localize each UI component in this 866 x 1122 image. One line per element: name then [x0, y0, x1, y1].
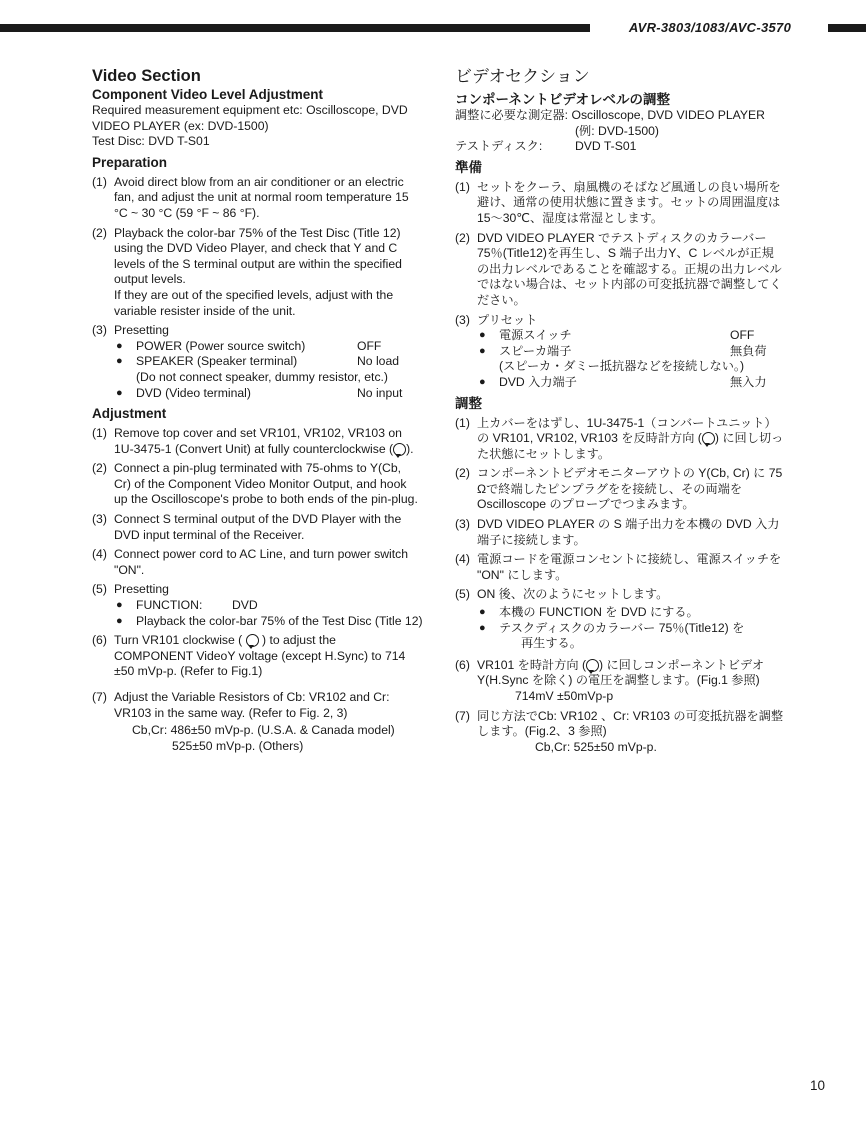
item-number: (3) [455, 517, 470, 532]
item-text: If they are out of the specified levels, adjust with the [114, 287, 394, 302]
bullet-icon: ● [116, 599, 123, 612]
voltage-spec: Cb,Cr: 525±50 mVp-p. [535, 739, 657, 754]
preset-label: 電源スイッチ [499, 328, 572, 343]
item-text: Connect power cord to AC Line, and turn power switch [114, 547, 409, 562]
header-bar-left [0, 24, 590, 32]
item-number: (7) [455, 708, 470, 723]
bullet-icon: ● [479, 621, 486, 634]
preset-label: 本機の FUNCTION を DVD にする。 [499, 605, 699, 620]
item-text: ださい。 [477, 292, 526, 307]
clockwise-icon [586, 659, 599, 672]
prep-item-1 [92, 175, 437, 222]
preset-playback [114, 614, 437, 630]
preset-label: DVD (Video terminal) [136, 385, 251, 400]
preset-label: DVD 入力端子 [499, 374, 577, 389]
item-text: Ωで終端したピンプラグをを接続し、その両端を [477, 481, 743, 496]
preset-value: OFF [730, 328, 755, 343]
voltage-spec: 714mV ±50mVp-p [515, 689, 614, 703]
item-text: プリセット [477, 312, 538, 327]
bullet-icon: ● [116, 614, 123, 627]
preset-speaker [477, 344, 800, 360]
item-text: Presetting [114, 323, 169, 338]
item-number: (2) [455, 230, 470, 245]
item-text: Playback the color-bar 75% of the Test Disc (Title 12) [114, 225, 401, 240]
preset-value: No load [357, 354, 400, 369]
voltage-spec: Cb,Cr: 486±50 mVp-p. (U.S.A. & Canada model) [132, 723, 395, 738]
preset-note: (スピーカ・ダミー抵抗器などを接続しない。) [499, 359, 745, 374]
item-number: (1) [92, 174, 107, 189]
item-number: (3) [455, 312, 470, 327]
preset-function [114, 598, 437, 614]
bullet-icon: ● [479, 329, 486, 342]
prep-item-2 [455, 231, 800, 309]
counterclockwise-icon [702, 432, 715, 445]
item-number: (7) [92, 690, 107, 704]
section-subtitle: Component Video Level Adjustment [92, 87, 324, 102]
preparation-heading: 準備 [455, 159, 482, 175]
item-text: ±50 mVp-p. (Refer to Fig.1) [114, 664, 263, 679]
item-text: Y(H.Sync を除く) の電圧を調整します。(Fig.1 参照) [477, 673, 760, 688]
adj-item-6 [455, 658, 800, 705]
item-number: (1) [455, 415, 470, 430]
item-text: の出力レベルであることを確認する。正規の出力レベル [477, 261, 782, 276]
item-text: Cr) of the Component Video Monitor Output, and hook [114, 476, 407, 491]
test-disc: Test Disc: DVD T-S01 [92, 134, 210, 149]
clockwise-icon [246, 634, 259, 647]
section-title: ビデオセクション [455, 67, 590, 86]
item-text: 75％(Title12)を再生し、S 端子出力Y、C レベルが正規 [477, 246, 774, 261]
adj-item-2 [455, 466, 800, 513]
item-text: た状態にセットします。 [477, 446, 611, 461]
item-text: VR103 in the same way. (Refer to Fig. 2, 3) [114, 705, 348, 720]
required-equipment-line-2: VIDEO PLAYER (ex: DVD-1500) [92, 118, 269, 133]
item-text: します。(Fig.2、3 参照) [477, 724, 607, 739]
item-text: ). [406, 441, 414, 456]
header-bar-right [828, 24, 866, 32]
item-text: ) に回し切っ [714, 431, 784, 446]
item-text: output levels. [114, 272, 186, 287]
bullet-icon: ● [116, 339, 123, 352]
section-title: Video Section [92, 67, 201, 85]
item-text: 15～30℃、湿度は常湿とします。 [477, 210, 664, 225]
item-text: 避け、通常の使用状態に置きます。セットの周囲温度は [477, 195, 781, 210]
item-number: (5) [455, 587, 470, 602]
preset-label: スピーカ端子 [499, 343, 572, 358]
bullet-icon: ● [479, 606, 486, 619]
item-number: (2) [455, 466, 470, 481]
preset-value: DVD [232, 598, 258, 613]
voltage-spec: 525±50 mVp-p. (Others) [172, 738, 304, 753]
bullet-icon: ● [479, 344, 486, 357]
item-text: °C ~ 30 °C (59 °F ~ 86 °F). [114, 205, 260, 220]
adj-item-3 [92, 512, 437, 543]
adj-item-5 [92, 582, 437, 598]
adjustment-heading: 調整 [455, 395, 482, 411]
preset-dvd [477, 375, 800, 391]
item-text: DVD VIDEO PLAYER の S 端子出力を本機の DVD 入力 [477, 517, 780, 532]
item-text: DVD VIDEO PLAYER でテストディスクのカラーバー [477, 230, 767, 245]
item-text: Turn VR101 clockwise ( [114, 633, 243, 648]
item-text: "ON". [114, 562, 145, 577]
item-number: (3) [92, 323, 107, 338]
bullet-icon: ● [479, 375, 486, 388]
preset-dvd [114, 386, 437, 402]
adj-item-4 [92, 547, 437, 578]
model-header: AVR-3803/1083/AVC-3570 [628, 20, 792, 35]
item-number: (5) [92, 582, 107, 597]
test-disc [455, 139, 800, 155]
required-equipment-line-1: 調整に必要な測定器: Oscilloscope, DVD VIDEO PLAYER [455, 108, 765, 122]
item-text: VR101 を時計方向 ( [477, 657, 587, 672]
prep-item-3 [92, 323, 437, 339]
item-number: (6) [455, 657, 470, 672]
item-text: ) に回しコンポーネントビデオ [599, 657, 765, 672]
japanese-column [455, 66, 800, 759]
item-text: Remove top cover and set VR101, VR102, VR103 on [114, 426, 402, 441]
item-number: (3) [92, 512, 107, 527]
preset-speaker [114, 354, 437, 370]
adj-item-7 [455, 709, 800, 756]
item-text: Connect S terminal output of the DVD Player with the [114, 512, 402, 527]
item-text: 上カバーをはずし、1U-3475-1（コンバートユニット） [477, 415, 777, 430]
adj-item-7 [92, 690, 437, 754]
test-disc-label: テストディスク: [455, 139, 543, 154]
item-text: セットをクーラ、扇風機のそばなど風通しの良い場所を [477, 179, 781, 194]
preset-label: 再生する。 [521, 636, 582, 651]
adj-item-5 [455, 587, 800, 603]
item-text: コンポーネントビデオモニターアウトの Y(Cb, Cr) に 75 [477, 466, 783, 481]
bullet-icon: ● [116, 355, 123, 368]
preset-playback [477, 621, 800, 652]
item-text: 同じ方法でCb: VR102 、Cr: VR103 の可変抵抗器を調整 [477, 708, 784, 723]
preset-note: (Do not connect speaker, dummy resistor, etc.) [136, 369, 388, 384]
item-number: (1) [455, 179, 470, 194]
item-text: Oscilloscope のプローブでつまみます。 [477, 497, 695, 512]
item-text: variable resister inside of the unit. [114, 303, 296, 318]
required-equipment-line-1: Required measurement equipment etc: Oscilloscope, DVD [92, 103, 408, 117]
bullet-icon: ● [116, 386, 123, 399]
adj-item-4 [455, 552, 800, 583]
item-text: Connect a pin-plug terminated with 75-ohms to Y(Cb, [114, 461, 402, 476]
item-number: (4) [92, 547, 107, 562]
item-text: の VR101, VR102, VR103 を反時計方向 ( [477, 431, 702, 446]
item-text: Avoid direct blow from an air conditioner or an electric [114, 174, 404, 189]
item-text: 1U-3475-1 (Convert Unit) at fully counterclockwise ( [114, 441, 394, 456]
adj-item-1 [455, 416, 800, 463]
item-text: COMPONENT VideoY voltage (except H.Sync) to 714 [114, 648, 406, 663]
item-number: (2) [92, 225, 107, 240]
item-text: up the Oscilloscope's probe to both ends of the pin-plug. [114, 492, 418, 507]
item-text: 端子に接続します。 [477, 532, 586, 547]
test-disc-value: DVD T-S01 [575, 139, 637, 154]
item-text: levels of the S terminal output are within the specified [114, 256, 402, 271]
preset-value: No input [357, 385, 403, 400]
item-text: Presetting [114, 582, 169, 597]
preset-value: 無負荷 [730, 343, 767, 358]
prep-item-3 [455, 313, 800, 329]
adj-item-6 [92, 633, 437, 680]
item-number: (1) [92, 426, 107, 441]
prep-item-2 [92, 226, 437, 320]
preset-label: FUNCTION: [136, 598, 203, 613]
item-number: (2) [92, 461, 107, 476]
preset-function [477, 605, 800, 621]
page-number: 10 [809, 1078, 825, 1093]
adj-item-2 [92, 461, 437, 508]
item-text: ) to adjust the [262, 633, 336, 648]
item-text: fan, and adjust the unit at normal room temperature 15 [114, 190, 409, 205]
adj-item-3 [455, 517, 800, 548]
preset-value: OFF [357, 338, 382, 353]
preset-label: Playback the color-bar 75% of the Test Disc (Title 12) [136, 613, 423, 628]
english-column [92, 66, 437, 758]
required-equipment-line-2: (例: DVD-1500) [575, 123, 659, 138]
item-text: DVD input terminal of the Receiver. [114, 527, 305, 542]
counterclockwise-icon [393, 443, 406, 456]
preset-value: 無入力 [730, 374, 767, 389]
preset-label: POWER (Power source switch) [136, 338, 306, 353]
item-number: (6) [92, 633, 107, 648]
adjustment-heading: Adjustment [92, 406, 167, 422]
preset-label: SPEAKER (Speaker terminal) [136, 354, 298, 369]
item-text: using the DVD Video Player, and check that Y and C [114, 241, 398, 256]
item-text: 電源コードを電源コンセントに接続し、電源スイッチを [477, 552, 782, 567]
preset-label: テスクディスクのカラーバー 75％(Title12) を [499, 620, 745, 635]
item-text: ではない場合は、セット内部の可変抵抗器で調整してく [477, 277, 782, 292]
adj-item-1 [92, 426, 437, 457]
item-text: Adjust the Variable Resistors of Cb: VR102 and Cr: [114, 690, 390, 704]
item-text: "ON" にします。 [477, 567, 568, 582]
preset-power [114, 339, 437, 355]
item-number: (4) [455, 552, 470, 567]
preset-power [477, 328, 800, 344]
item-text: ON 後、次のようにセットします。 [477, 587, 669, 602]
section-subtitle: コンポーネントビデオレベルの調整 [455, 92, 671, 107]
prep-item-1 [455, 180, 800, 227]
preparation-heading: Preparation [92, 154, 168, 170]
